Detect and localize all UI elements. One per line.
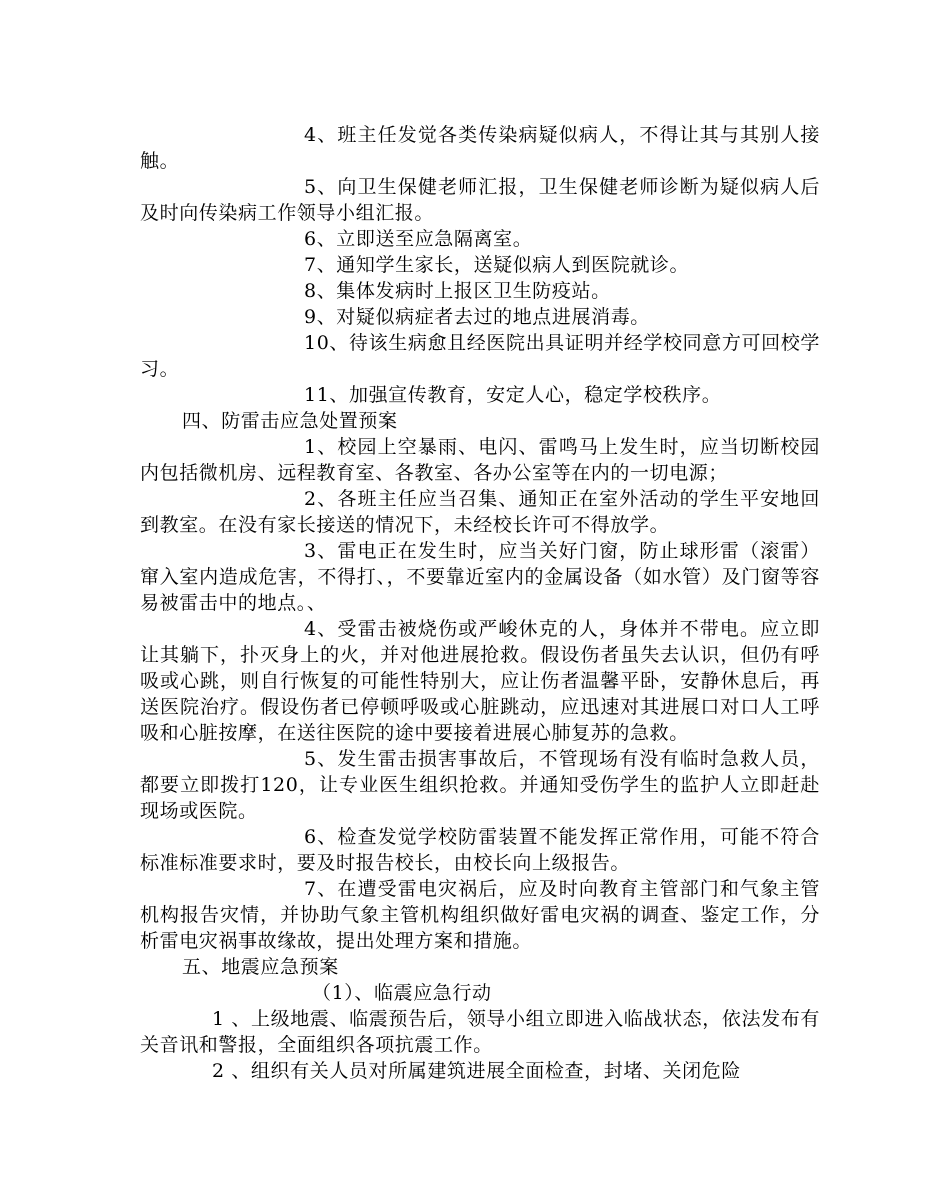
paragraph: 9、对疑似病症者去过的地点进展消毒。 bbox=[304, 306, 650, 328]
paragraph: （1）、临震应急行动 bbox=[312, 982, 492, 1004]
paragraph: 5、向卫生保健老师汇报，卫生保健老师诊断为疑似病人后及时向传染病工作领导小组汇报。 bbox=[140, 176, 820, 224]
paragraph: 7、在遭受雷电灾祸后，应及时向教育主管部门和气象主管机构报告灾情，并协助气象主管机构组织做好雷电灾祸的调查、鉴定工作，分析雷电灾祸事故缘故，提出处理方案和措施。 bbox=[140, 878, 820, 952]
paragraph: 1 、上级地震、临震预告后，领导小组立即进入临战状态，依法发布有关音讯和警报，全面组织各项抗震工作。 bbox=[140, 1008, 820, 1056]
paragraph: 7、通知学生家长，送疑似病人到医院就诊。 bbox=[304, 254, 690, 276]
paragraph: 5、发生雷击损害事故后，不管现场有没有临时急救人员，都要立即拨打120，让专业医生组织抢救。并通知受伤学生的监护人立即赶赴现场或医院。 bbox=[140, 748, 820, 822]
paragraph: 1、校园上空暴雨、电闪、雷鸣马上发生时，应当切断校园内包括微机房、远程教育室、各教室、各办公室等在内的一切电源； bbox=[140, 436, 820, 484]
paragraph: 2、各班主任应当召集、通知正在室外活动的学生平安地回到教室。在没有家长接送的情况下，未经校长许可不得放学。 bbox=[140, 488, 820, 536]
paragraph: 3、雷电正在发生时，应当关好门窗，防止球形雷（滚雷）窜入室内造成危害，不得打、，不要靠近室内的金属设备（如水管）及门窗等容易被雷击中的地点。、 bbox=[140, 540, 820, 614]
paragraph: 2 、组织有关人员对所属建筑进展全面检查，封堵、关闭危险 bbox=[212, 1060, 741, 1082]
document-body bbox=[140, 122, 820, 1084]
paragraph: 11、加强宣传教育，安定人心，稳定学校秩序。 bbox=[304, 384, 722, 406]
paragraph: 四、防雷击应急处置预案 bbox=[182, 410, 398, 432]
paragraph: 6、检查发觉学校防雷装置不能发挥正常作用，可能不符合标准标准要求时，要及时报告校长，由校长向上级报告。 bbox=[140, 826, 820, 874]
paragraph: 4、受雷击被烧伤或严峻休克的人，身体并不带电。应立即让其躺下，扑灭身上的火，并对他进展抢救。假设伤者虽失去认识，但仍有呼吸或心跳，则自行恢复的可能性特别大，应让伤者温馨平卧，安静休息后，再送医院治疗。假设伤者已停顿呼吸或心脏跳动，应迅速对其进展口对口人工呼吸和心脏按摩，在送往医院的途中要接着进展心肺复苏的急救。 bbox=[140, 618, 820, 744]
paragraph: 五、地震应急预案 bbox=[182, 956, 339, 978]
paragraph: 10、待该生病愈且经医院出具证明并经学校同意方可回校学习。 bbox=[140, 332, 820, 380]
paragraph: 8、集体发病时上报区卫生防疫站。 bbox=[304, 280, 611, 302]
paragraph: 4、班主任发觉各类传染病疑似病人，不得让其与其别人接触。 bbox=[140, 124, 820, 172]
paragraph: 6、立即送至应急隔离室。 bbox=[304, 228, 533, 250]
